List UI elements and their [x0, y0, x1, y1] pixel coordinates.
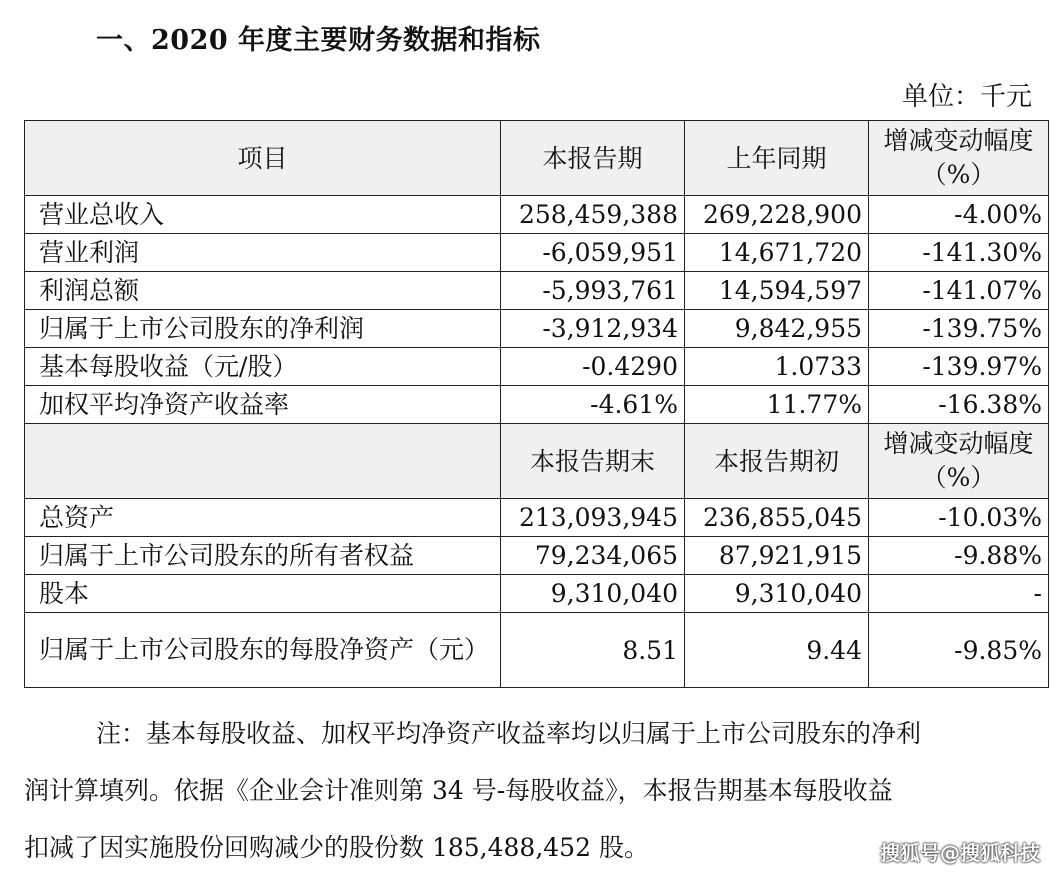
- cell-value: 213,093,945: [501, 499, 685, 537]
- row-label: 营业利润: [25, 234, 501, 272]
- unit-label: 单位：千元: [901, 82, 1032, 112]
- table-row: [25, 575, 1049, 613]
- cell-value: -139.75%: [869, 310, 1049, 348]
- table-row: [25, 310, 1049, 348]
- cell-value: -16.38%: [869, 386, 1049, 424]
- table-row: [25, 499, 1049, 537]
- cell-value: -10.03%: [869, 499, 1049, 537]
- table-row: [25, 386, 1049, 424]
- cell-value: -: [869, 575, 1049, 613]
- cell-value: -4.61%: [501, 386, 685, 424]
- cell-value: -9.88%: [869, 537, 1049, 575]
- cell-value: 269,228,900: [685, 196, 869, 234]
- cell-value: -0.4290: [501, 348, 685, 386]
- table-row: [25, 613, 1049, 688]
- cell-value: 9,310,040: [685, 575, 869, 613]
- header-cell: 本报告期初: [685, 424, 869, 499]
- cell-value: -6,059,951: [501, 234, 685, 272]
- header-cell: 上年同期: [685, 121, 869, 196]
- row-label: 归属于上市公司股东的每股净资产（元）: [25, 613, 501, 688]
- row-label: 利润总额: [25, 272, 501, 310]
- cell-value: 14,671,720: [685, 234, 869, 272]
- row-label: 归属于上市公司股东的所有者权益: [25, 537, 501, 575]
- footnote-line: 润计算填列。依据《企业会计准则第 34 号-每股收益》，本报告期基本每股收益: [24, 776, 893, 805]
- section-title: 一、2020 年度主要财务数据和指标: [96, 25, 541, 56]
- cell-value: -139.97%: [869, 348, 1049, 386]
- footnote-line: 注：基本每股收益、加权平均净资产收益率均以归属于上市公司股东的净利: [96, 719, 922, 748]
- table-row: [25, 272, 1049, 310]
- cell-value: -9.85%: [869, 613, 1049, 688]
- watermark: 搜狐号@搜狐科技: [880, 841, 1040, 865]
- table-row: [25, 537, 1049, 575]
- footnote-line: 扣减了因实施股份回购减少的股份数 185,488,452 股。: [24, 833, 649, 862]
- table-row: [25, 348, 1049, 386]
- financial-data-table: [24, 120, 1049, 688]
- header-cell: [25, 424, 501, 499]
- cell-value: -5,993,761: [501, 272, 685, 310]
- cell-value: 79,234,065: [501, 537, 685, 575]
- cell-value: 9,310,040: [501, 575, 685, 613]
- row-label: 股本: [25, 575, 501, 613]
- cell-value: -141.30%: [869, 234, 1049, 272]
- table-row: [25, 196, 1049, 234]
- cell-value: -141.07%: [869, 272, 1049, 310]
- cell-value: -3,912,934: [501, 310, 685, 348]
- row-label: 总资产: [25, 499, 501, 537]
- header-cell: 增减变动幅度（%）: [869, 121, 1049, 196]
- table-row: [25, 234, 1049, 272]
- row-label: 归属于上市公司股东的净利润: [25, 310, 501, 348]
- cell-value: 8.51: [501, 613, 685, 688]
- cell-value: -4.00%: [869, 196, 1049, 234]
- header-cell: 本报告期: [501, 121, 685, 196]
- header-cell: 本报告期末: [501, 424, 685, 499]
- table-header-row: [25, 121, 1049, 196]
- header-cell: 增减变动幅度（%）: [869, 424, 1049, 499]
- cell-value: 9,842,955: [685, 310, 869, 348]
- cell-value: 258,459,388: [501, 196, 685, 234]
- cell-value: 1.0733: [685, 348, 869, 386]
- cell-value: 14,594,597: [685, 272, 869, 310]
- cell-value: 9.44: [685, 613, 869, 688]
- cell-value: 87,921,915: [685, 537, 869, 575]
- table-header-row: [25, 424, 1049, 499]
- row-label: 基本每股收益（元/股）: [25, 348, 501, 386]
- row-label: 加权平均净资产收益率: [25, 386, 501, 424]
- cell-value: 11.77%: [685, 386, 869, 424]
- cell-value: 236,855,045: [685, 499, 869, 537]
- row-label: 营业总收入: [25, 196, 501, 234]
- header-cell: 项目: [25, 121, 501, 196]
